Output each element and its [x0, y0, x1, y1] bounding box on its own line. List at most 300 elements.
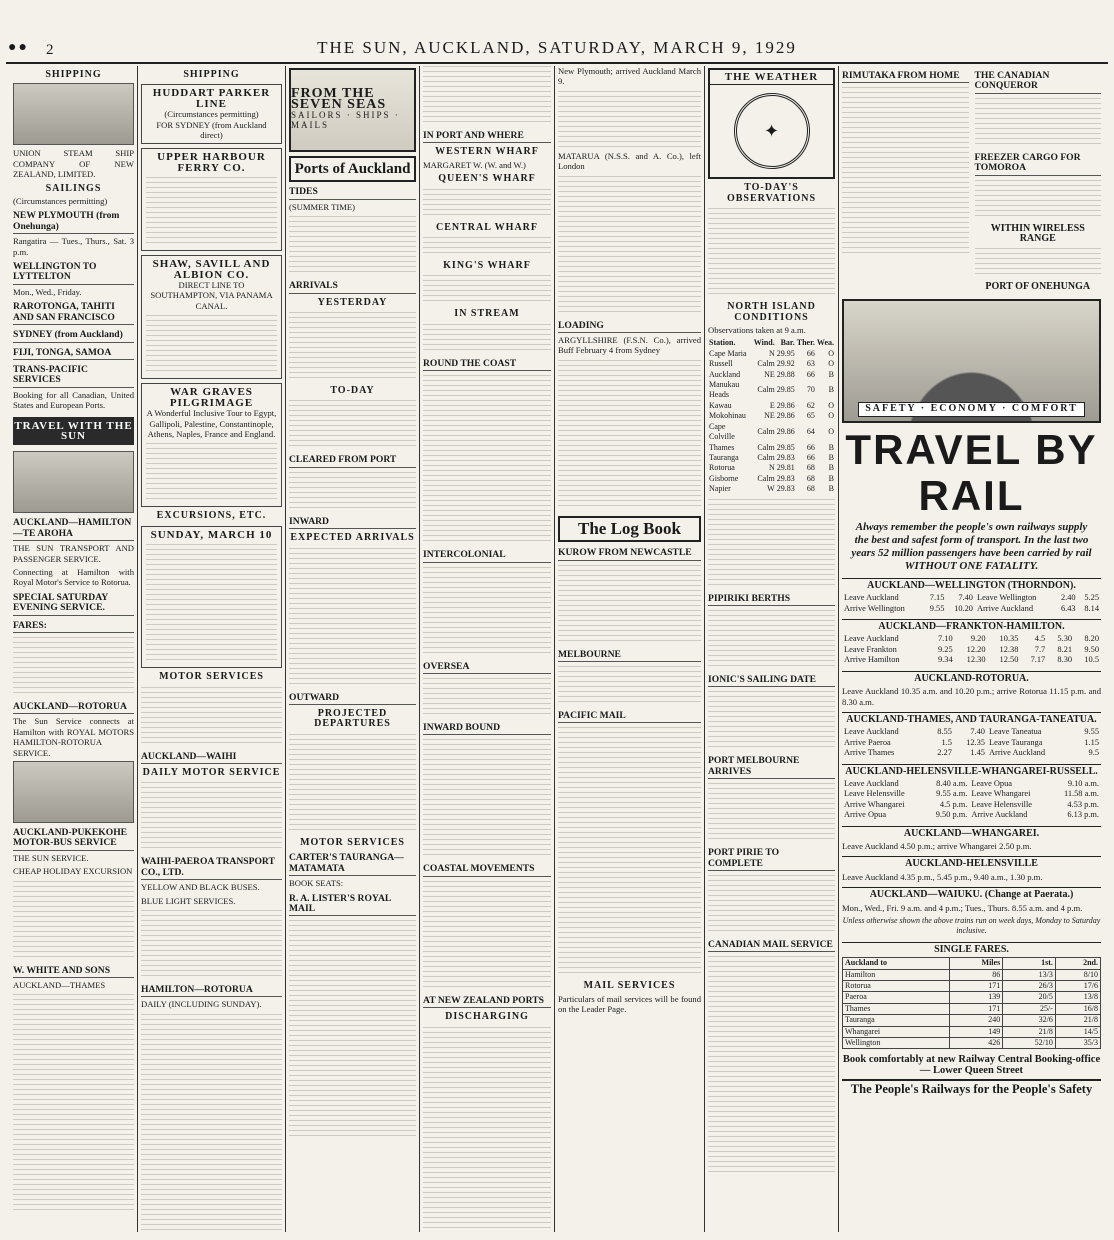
- table-cell: Leave Wellington: [976, 593, 1037, 603]
- table-cell: 9.55: [1084, 727, 1099, 737]
- table-cell: Arrive Wellington: [844, 603, 905, 613]
- section-heading: MOTOR SERVICES: [300, 836, 405, 848]
- tides-heading: TIDES: [289, 187, 416, 199]
- table-cell: Calm: [757, 426, 775, 436]
- route-heading: SYDNEY (from Auckland): [13, 330, 134, 342]
- table-row: [842, 645, 1101, 655]
- table-cell: B: [828, 442, 834, 452]
- table-row: [842, 593, 1101, 603]
- fares-header-row: [843, 958, 1101, 969]
- table-row: [708, 411, 835, 421]
- banner-title: FROM THE SEVEN SEAS: [291, 86, 387, 112]
- conditions-header-row: [708, 338, 835, 348]
- ad-text: (Circumstances permitting): [164, 109, 259, 120]
- table-cell: 26/3: [1003, 981, 1056, 992]
- table-cell: Leave Auckland: [844, 727, 899, 737]
- body-text: [141, 687, 282, 747]
- body-text: [423, 275, 551, 305]
- table-row: [843, 981, 1101, 992]
- table-cell: 1.5: [941, 737, 952, 747]
- advertisement: [141, 526, 282, 668]
- body-text: [708, 783, 835, 843]
- news-heading: PORT PIRIE TO COMPLETE: [708, 848, 835, 871]
- table-cell: 9.10 a.m.: [1067, 778, 1099, 788]
- table-cell: 66: [806, 452, 815, 462]
- table-cell: 426: [949, 1038, 1003, 1049]
- table-cell: Leave Helensville: [844, 789, 905, 799]
- table-cell: 7.15: [929, 593, 945, 603]
- route-heading: AUCKLAND—WAIUKU. (Change at Paerata.): [842, 887, 1101, 900]
- table-cell: O: [828, 411, 834, 421]
- table-cell: 63: [806, 359, 815, 369]
- table-cell: 70: [806, 385, 815, 395]
- table-cell: O: [828, 359, 834, 369]
- table-cell: 66: [806, 442, 815, 452]
- travel-by-rail-title: TRAVEL BY RAIL: [845, 425, 1098, 519]
- table-cell: B: [828, 463, 834, 473]
- table-header-cell: Wea.: [816, 338, 834, 348]
- table-cell: 35/3: [1055, 1038, 1100, 1049]
- railway-motto: SAFETY · ECONOMY · COMFORT: [858, 402, 1085, 416]
- route-heading: AUCKLAND—WHANGAREI.: [842, 826, 1101, 839]
- body-text: [975, 98, 1102, 148]
- table-row: [708, 370, 835, 380]
- route-heading: AUCKLAND-HELENSVILLE-WHANGAREI-RUSSELL.: [842, 764, 1101, 777]
- table-row: [842, 800, 1101, 810]
- route-text: Mon., Wed., Friday.: [13, 286, 82, 297]
- motor-car-image: [13, 451, 134, 513]
- table-cell: B: [828, 369, 834, 379]
- table-header-cell: Bar.: [780, 338, 795, 348]
- table-cell: Manukau Heads: [709, 380, 740, 400]
- table-cell: 13/8: [1055, 992, 1100, 1003]
- table-cell: Leave Whangarei: [971, 789, 1031, 799]
- table-cell: 52/10: [1003, 1038, 1056, 1049]
- column-in-port: [419, 66, 554, 1232]
- table-cell: 65: [806, 411, 815, 421]
- body-text: [423, 324, 551, 354]
- table-cell: 68: [806, 473, 815, 483]
- table-cell: 7.40: [958, 593, 973, 603]
- table-cell: 6.43: [1060, 603, 1076, 613]
- table-cell: 29.83: [776, 473, 795, 483]
- body-text: [423, 881, 551, 991]
- masthead-rule: [6, 62, 1108, 64]
- table-header-cell: Station.: [709, 338, 736, 348]
- in-port-heading: IN PORT AND WHERE: [423, 131, 551, 143]
- table-row: [842, 727, 1101, 737]
- table-cell: 12.35: [966, 737, 985, 747]
- table-cell: 139: [949, 992, 1003, 1003]
- table-cell: 8/10: [1055, 969, 1100, 980]
- timetable-body: [842, 779, 1101, 821]
- table-cell: Arrive Auckland: [971, 810, 1028, 820]
- table-cell: Wellington: [843, 1038, 950, 1049]
- section-heading: EXCURSIONS, ETC.: [156, 510, 267, 522]
- body-text: [146, 443, 277, 503]
- table-row: [842, 810, 1101, 820]
- route-heading: NEW PLYMOUTH (from Onehunga): [13, 211, 134, 234]
- pacific-mail-heading: PACIFIC MAIL: [558, 711, 701, 723]
- table-cell: 12.30: [966, 655, 986, 665]
- table-cell: 14/5: [1055, 1026, 1100, 1037]
- table-cell: 8.40 a.m.: [936, 778, 968, 788]
- route-text: THE SUN SERVICE.: [13, 852, 89, 863]
- oversea-heading: OVERSEA: [423, 662, 551, 674]
- body-text: [146, 315, 277, 375]
- table-cell: Leave Opua: [971, 778, 1013, 788]
- nz-railways-emblem: [842, 299, 1101, 423]
- table-header-cell: Miles: [949, 958, 1003, 969]
- timetable: [842, 727, 1101, 758]
- table-cell: 7.17: [1030, 655, 1046, 665]
- body-text: [708, 691, 835, 751]
- body-text: [423, 739, 551, 859]
- route-heading: TRANS-PACIFIC SERVICES: [13, 365, 134, 388]
- route-heading: AUCKLAND-ROTORUA.: [842, 671, 1101, 684]
- timetable-body: [842, 727, 1101, 758]
- inward-heading: INWARD: [289, 517, 416, 529]
- intercolonial-heading: INTERCOLONIAL: [423, 550, 551, 562]
- body-text: [423, 237, 551, 257]
- table-row: [708, 401, 835, 411]
- cleared-heading: CLEARED FROM PORT: [289, 455, 416, 467]
- news-heading: CANADIAN MAIL SERVICE: [708, 940, 835, 952]
- table-cell: Leave Helensville: [971, 799, 1033, 809]
- table-cell: 5.30: [1057, 634, 1073, 644]
- ad-title: SUNDAY, MARCH 10: [150, 528, 273, 541]
- section-heading: SHIPPING: [45, 69, 102, 80]
- table-row: [708, 443, 835, 453]
- table-cell: 7.10: [937, 634, 953, 644]
- table-cell: 29.85: [776, 442, 795, 452]
- table-cell: 6.13 p.m.: [1067, 810, 1099, 820]
- advertisement: [141, 255, 282, 379]
- table-cell: 12.38: [999, 644, 1019, 654]
- route-text: Leave Auckland 4.50 p.m.; arrive Whangarei 2.50 p.m.: [842, 840, 1032, 851]
- table-row: [842, 789, 1101, 799]
- table-cell: 10.20: [954, 603, 973, 613]
- table-cell: Leave Auckland: [844, 634, 899, 644]
- route-text: Leave Auckland 10.35 a.m. and 10.20 p.m.; arrive Rotorua 11.15 p.m. and 8.30 a.m.: [842, 686, 1101, 707]
- table-cell: 9.20: [970, 634, 986, 644]
- body-text: [708, 208, 835, 298]
- table-cell: B: [828, 452, 834, 462]
- table-cell: Cape Maria: [709, 348, 747, 358]
- route-heading: AUCKLAND-HELENSVILLE: [842, 856, 1101, 869]
- table-cell: 16/8: [1055, 1003, 1100, 1014]
- table-row: [842, 738, 1101, 748]
- table-cell: 8.55: [937, 727, 952, 737]
- table-cell: 66: [806, 369, 815, 379]
- table-cell: 21/8: [1055, 1015, 1100, 1026]
- ad-title: WAR GRAVES PILGRIMAGE: [169, 386, 254, 409]
- subheading: PROJECTED DEPARTURES: [314, 708, 391, 730]
- route-heading: AUCKLAND—ROTORUA: [13, 702, 134, 714]
- table-cell: 29.92: [776, 359, 795, 369]
- table-row: [843, 1003, 1101, 1014]
- table-cell: O: [828, 426, 834, 436]
- column-shipping-2: [137, 66, 285, 1232]
- table-row: [708, 422, 835, 443]
- table-cell: Calm: [757, 452, 775, 462]
- table-cell: 8.20: [1084, 634, 1099, 644]
- body-text: [13, 637, 134, 697]
- table-cell: 21/8: [1003, 1026, 1056, 1037]
- body-text: [558, 727, 701, 977]
- ornament-dots: ●●: [8, 40, 29, 55]
- single-fares-heading: SINGLE FARES.: [842, 942, 1101, 955]
- route-text: BLUE LIGHT SERVICES.: [141, 895, 236, 906]
- route-heading: AUCKLAND—HAMILTON—TE AROHA: [13, 518, 134, 541]
- seven-seas-banner: [289, 68, 416, 152]
- table-cell: 12.50: [999, 655, 1019, 665]
- table-cell: Leave Taneatua: [988, 727, 1042, 737]
- fares-body: [843, 969, 1101, 1049]
- table-cell: 10.35: [999, 634, 1019, 644]
- route-heading: FIJI, TONGA, SAMOA: [13, 348, 134, 360]
- body-text: [708, 499, 835, 589]
- column-weather: [704, 66, 838, 1232]
- table-row: [842, 604, 1101, 614]
- table-cell: Kawau: [709, 400, 732, 410]
- table-cell: O: [828, 348, 834, 358]
- table-row: [708, 484, 835, 494]
- route-heading: AUCKLAND-PUKEKOHE MOTOR-BUS SERVICE: [13, 828, 134, 851]
- news-block: [842, 66, 969, 295]
- ad-title: UPPER HARBOUR FERRY CO.: [157, 151, 266, 174]
- timetable: [842, 779, 1101, 821]
- column-shipping-news: [554, 66, 704, 1232]
- wireless-heading: WITHIN WIRELESS RANGE: [990, 222, 1085, 245]
- subheading: KING'S WHARF: [443, 260, 531, 272]
- table-row: [842, 779, 1101, 789]
- news-text: New Plymouth; arrived Auckland March 9.: [558, 66, 701, 87]
- table-cell: 64: [806, 426, 815, 436]
- table-cell: 29.86: [776, 411, 795, 421]
- table-cell: Arrive Thames: [844, 748, 895, 758]
- ad-subheading: DAILY MOTOR SERVICE: [142, 766, 281, 778]
- onehunga-heading: PORT OF ONEHUNGA: [985, 281, 1091, 293]
- body-text: [13, 881, 134, 961]
- table-row: [708, 463, 835, 473]
- table-cell: 1.45: [970, 748, 985, 758]
- table-header-cell: 2nd.: [1055, 958, 1100, 969]
- body-text: [423, 375, 551, 545]
- mail-note: Particulars of mail services will be found on the Leader Page.: [558, 993, 701, 1015]
- body-text: [558, 666, 701, 706]
- advertisement: [141, 383, 282, 507]
- news-heading: PORT MELBOURNE ARRIVES: [708, 756, 835, 779]
- column-railways: [838, 66, 1104, 1232]
- advertisement: [141, 148, 282, 251]
- body-text: [708, 610, 835, 670]
- table-cell: Tauranga: [843, 1015, 950, 1026]
- table-cell: 4.53 p.m.: [1067, 799, 1099, 809]
- table-row: [708, 474, 835, 484]
- body-text: [558, 565, 701, 645]
- arrivals-heading: ARRIVALS: [289, 281, 416, 293]
- route-heading: HAMILTON—ROTORUA: [141, 985, 282, 997]
- table-cell: E: [769, 400, 775, 410]
- page-number: 2: [46, 42, 54, 58]
- table-cell: 240: [949, 1015, 1003, 1026]
- body-text: [423, 189, 551, 219]
- body-text: [289, 548, 416, 688]
- table-row: [843, 1038, 1101, 1049]
- table-cell: O: [828, 400, 834, 410]
- table-cell: Napier: [709, 484, 731, 494]
- body-text: [423, 1027, 551, 1232]
- body-text: [423, 678, 551, 718]
- table-cell: 11.58 a.m.: [1063, 789, 1099, 799]
- table-cell: 29.95: [776, 348, 795, 358]
- coastal-heading: COASTAL MOVEMENTS: [423, 864, 551, 876]
- route-text: Connecting at Hamilton with Royal Motor's Service to Rotorua.: [13, 566, 134, 588]
- table-cell: 1.15: [1084, 737, 1099, 747]
- news-heading: THE CANADIAN CONQUEROR: [975, 71, 1102, 94]
- masthead: [0, 0, 1114, 60]
- table-cell: 4.5: [1034, 634, 1046, 644]
- table-cell: 9.50: [1084, 644, 1099, 654]
- table-cell: B: [828, 385, 834, 395]
- table-cell: 25/-: [1003, 1003, 1056, 1014]
- table-cell: Russell: [709, 359, 733, 369]
- round-coast-heading: ROUND THE COAST: [423, 359, 551, 371]
- table-cell: Arrive Hamilton: [844, 655, 900, 665]
- table-cell: 68: [806, 484, 815, 494]
- table-row: [843, 969, 1101, 980]
- subheading: TO-DAY: [330, 385, 375, 397]
- news-heading: PIPIRIKI BERTHS: [708, 594, 835, 606]
- table-cell: Leave Auckland: [844, 778, 899, 788]
- body-text: [289, 734, 416, 834]
- fares-heading: FARES:: [13, 621, 134, 633]
- log-book-title: The Log Book: [558, 516, 701, 542]
- route-text: BOOK SEATS:: [289, 878, 344, 889]
- table-row: [708, 380, 835, 401]
- table-cell: 29.85: [776, 385, 795, 395]
- section-heading: SHIPPING: [183, 69, 240, 80]
- peoples-railways-slogan: The People's Railways for the People's Safety: [842, 1079, 1101, 1094]
- table-cell: 9.50 p.m.: [935, 810, 968, 820]
- table-cell: Mokohinau: [709, 411, 746, 421]
- table-row: [843, 1026, 1101, 1037]
- table-cell: 29.83: [776, 484, 795, 494]
- body-text: [558, 91, 701, 151]
- table-cell: N: [768, 463, 775, 473]
- news-block: [975, 66, 1102, 295]
- table-cell: 12.20: [966, 644, 986, 654]
- table-cell: Cape Colville: [709, 421, 735, 442]
- route-heading: AUCKLAND—FRANKTON-HAMILTON.: [842, 619, 1101, 632]
- table-cell: Whangarei: [843, 1026, 950, 1037]
- route-heading: R. A. LISTER'S ROYAL MAIL: [289, 894, 416, 917]
- timetable-note: Unless otherwise shown the above trains run on week days, Monday to Saturday inclusive.: [842, 916, 1101, 936]
- conditions-table: [708, 338, 835, 494]
- table-cell: 66: [806, 348, 815, 358]
- company-name: UNION STEAM SHIP COMPANY OF NEW ZEALAND, LIMITED.: [13, 148, 134, 180]
- table-row: [842, 748, 1101, 758]
- nz-ports-heading: AT NEW ZEALAND PORTS: [423, 996, 551, 1008]
- table-cell: 7.40: [970, 727, 985, 737]
- table-cell: 29.86: [776, 426, 795, 436]
- table-cell: 86: [949, 969, 1003, 980]
- table-cell: Rotorua: [843, 981, 950, 992]
- body-text: [146, 544, 277, 664]
- route-heading: WELLINGTON TO LYTTELTON: [13, 262, 134, 285]
- table-row: [708, 359, 835, 369]
- table-cell: Leave Frankton: [844, 644, 897, 654]
- table-cell: Leave Auckland: [844, 593, 899, 603]
- news-text: ARGYLLSHIRE (F.S.N. Co.), arrived Buff February 4 from Sydney: [558, 335, 701, 356]
- table-cell: 32/6: [1003, 1015, 1056, 1026]
- table-cell: 9.25: [937, 644, 953, 654]
- route-text: The Sun Service connects at Hamilton with ROYAL MOTORS HAMILTON-ROTORUA SERVICE.: [13, 716, 134, 758]
- table-cell: 9.55 a.m.: [936, 789, 968, 799]
- table-row: [843, 992, 1101, 1003]
- advertisement: [141, 84, 282, 144]
- route-heading: AUCKLAND-THAMES, AND TAURANGA-TANEATUA.: [842, 712, 1101, 725]
- ad-title: SHAW, SAVILL AND ALBION CO.: [152, 258, 271, 281]
- table-cell: Auckland: [709, 369, 741, 379]
- table-cell: B: [828, 473, 834, 483]
- table-cell: Tauranga: [709, 452, 739, 462]
- outward-heading: OUTWARD: [289, 693, 416, 705]
- body-text: [558, 360, 701, 510]
- body-text: [423, 567, 551, 657]
- body-text: [13, 994, 134, 1214]
- newspaper-title: THE SUN, AUCKLAND, SATURDAY, MARCH 9, 1929: [317, 38, 797, 57]
- ad-text: FOR SYDNEY (from Auckland direct): [156, 119, 267, 141]
- table-cell: N: [768, 348, 775, 358]
- news-heading: KUROW FROM NEWCASTLE: [558, 548, 701, 560]
- table-cell: Calm: [757, 359, 775, 369]
- table-header-cell: Wind.: [753, 338, 775, 348]
- table-cell: Thames: [843, 1003, 950, 1014]
- sailings-note: (Circumstances permitting): [13, 196, 108, 207]
- table-cell: 2.40: [1060, 593, 1076, 603]
- table-cell: 10.5: [1084, 655, 1099, 665]
- timetable: [842, 593, 1101, 614]
- table-cell: 29.83: [776, 452, 795, 462]
- body-text: [558, 176, 701, 316]
- weather-title: THE WEATHER: [710, 70, 833, 85]
- subheading: IN STREAM: [454, 308, 520, 320]
- subheading: DISCHARGING: [445, 1011, 529, 1023]
- subheading: WESTERN WHARF: [435, 146, 539, 158]
- motor-bus-image: [13, 761, 134, 823]
- weather-box: [708, 68, 835, 179]
- route-text: Rangatira — Tues., Thurs., Sat. 3 p.m.: [13, 236, 134, 257]
- table-cell: 29.81: [776, 463, 795, 473]
- table-cell: 5.25: [1084, 593, 1099, 603]
- table-cell: Paeroa: [843, 992, 950, 1003]
- table-cell: NE: [764, 411, 775, 421]
- ship-flag-image: [13, 83, 134, 145]
- table-cell: 68: [806, 463, 815, 473]
- table-cell: Calm: [757, 473, 775, 483]
- table-cell: 149: [949, 1026, 1003, 1037]
- route-text: AUCKLAND—THAMES: [13, 980, 106, 991]
- table-cell: Rotorua: [709, 463, 735, 473]
- table-row: [843, 1015, 1101, 1026]
- table-cell: Gisborne: [709, 473, 739, 483]
- table-cell: Calm: [757, 442, 775, 452]
- loading-heading: LOADING: [558, 321, 701, 333]
- table-cell: Arrive Opua: [844, 810, 887, 820]
- body-text: [141, 782, 282, 852]
